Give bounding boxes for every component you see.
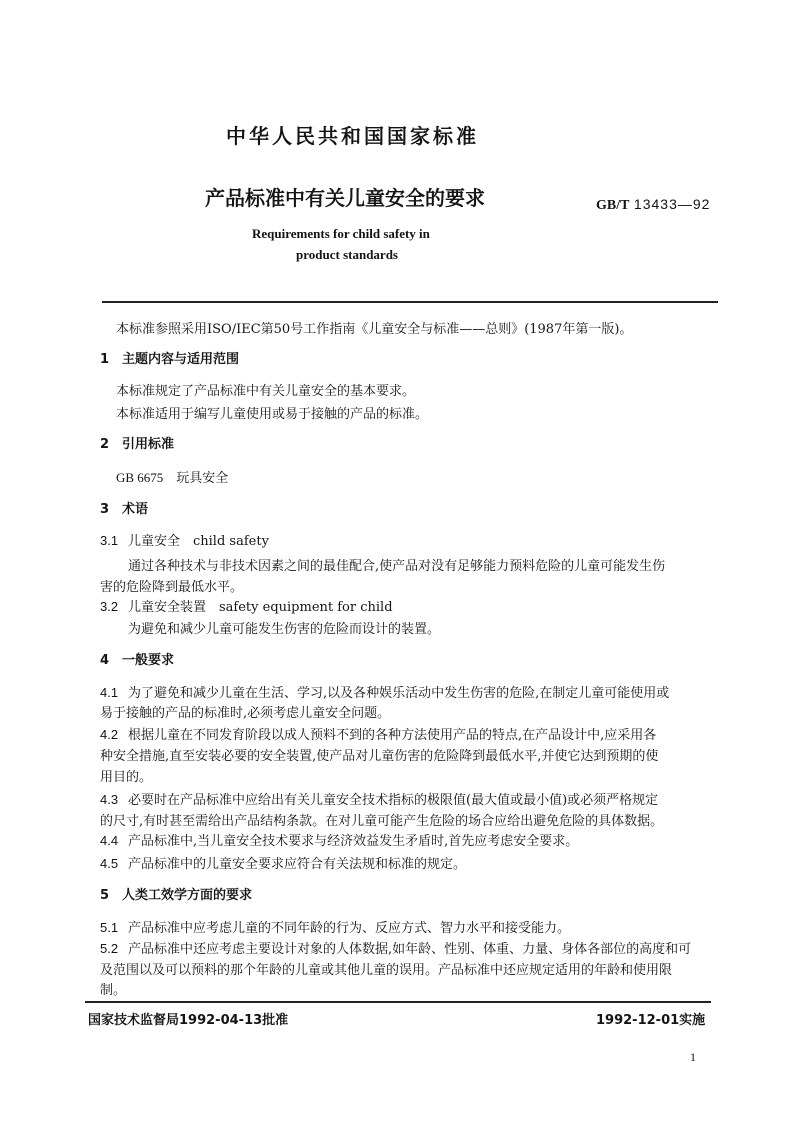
standard-type-heading: 中华人民共和国国家标准 <box>226 124 479 148</box>
term-3-1-definition-line-2: 害的危险降到最低水平。 <box>100 580 244 595</box>
clause-number: 4.3 <box>100 792 119 807</box>
clause-number: 5.2 <box>100 941 119 956</box>
clause-text: 产品标准中,当儿童安全技术要求与经济效益发生矛盾时,首先应考虑安全要求。 <box>128 834 579 849</box>
section-1-paragraph-1: 本标准规定了产品标准中有关儿童安全的基本要求。 <box>116 384 416 399</box>
clause-number: 3.1 <box>100 533 119 548</box>
term-3-2 <box>100 596 393 615</box>
clause-number: 4.1 <box>100 685 119 700</box>
section-title: 一般要求 <box>122 653 175 668</box>
intro-paragraph: 本标准参照采用ISO/IEC第50号工作指南《儿童安全与标准——总则》(1987年第一版)。 <box>116 322 633 337</box>
header-divider <box>102 301 718 303</box>
term-3-1 <box>100 530 269 549</box>
section-number: 2 <box>100 437 110 452</box>
clause-5-2-line-3: 制。 <box>100 983 127 998</box>
referenced-standard: GB 6675 玩具安全 <box>116 470 229 485</box>
clause-5-2-line-2: 及范围以及可以预料的那个年龄的儿童或其他儿童的误用。产品标准中还应规定适用的年龄和使用限 <box>100 963 673 978</box>
section-title: 主题内容与适用范围 <box>122 352 240 367</box>
approval-note: 国家技术监督局1992-04-13批准 <box>88 1013 289 1028</box>
document-title: 产品标准中有关儿童安全的要求 <box>205 186 485 210</box>
section-1-paragraph-2: 本标准适用于编写儿童使用或易于接触的产品的标准。 <box>116 407 429 422</box>
clause-text: 产品标准中的儿童安全要求应符合有关法规和标准的规定。 <box>128 857 467 872</box>
section-5-heading <box>100 884 252 903</box>
clause-5-1 <box>100 917 570 936</box>
clause-4-3-line-2: 的尺寸,有时甚至需给出产品结构条款。在对儿童可能产生危险的场合应给出避免危险的具体数据。 <box>100 814 664 829</box>
clause-text: 必要时在产品标准中应给出有关儿童安全技术指标的极限值(最大值或最小值)或必须严格规定 <box>128 793 659 808</box>
term-3-2-definition: 为避免和减少儿童可能发生伤害的危险而设计的装置。 <box>128 622 441 637</box>
section-number: 1 <box>100 352 110 367</box>
clause-text: 产品标准中还应考虑主要设计对象的人体数据,如年龄、性别、体重、力量、身体各部位的高度和可 <box>128 942 692 957</box>
section-number: 5 <box>100 888 110 903</box>
footer-divider <box>85 1001 711 1003</box>
clause-number: 4.4 <box>100 833 119 848</box>
section-3-heading <box>100 498 148 517</box>
section-number: 3 <box>100 502 110 517</box>
standard-code-prefix: GB/T <box>596 198 630 213</box>
standard-code-number: 13433—92 <box>633 196 711 212</box>
clause-4-1-line-2: 易于接触的产品的标准时,必须考虑儿童安全问题。 <box>100 706 391 721</box>
english-title-line-2: product standards <box>296 247 398 262</box>
clause-4-2-line-1 <box>100 724 656 743</box>
section-number: 4 <box>100 653 110 668</box>
standard-code <box>596 196 710 214</box>
clause-text: 产品标准中应考虑儿童的不同年龄的行为、反应方式、智力水平和接受能力。 <box>128 921 571 936</box>
clause-5-2-line-1 <box>100 938 691 957</box>
clause-number: 4.2 <box>100 727 119 742</box>
section-4-heading <box>100 649 174 668</box>
clause-number: 4.5 <box>100 856 119 871</box>
clause-4-2-line-2: 种安全措施,直至安装必要的安全装置,使产品对儿童伤害的危险降到最低水平,并使它达到预期的使 <box>100 749 659 764</box>
clause-text: 为了避免和减少儿童在生活、学习,以及各种娱乐活动中发生伤害的危险,在制定儿童可能使用或 <box>128 686 670 701</box>
clause-number: 3.2 <box>100 599 119 614</box>
term-text: 儿童安全装置 safety equipment for child <box>128 600 393 615</box>
clause-4-5 <box>100 853 466 872</box>
clause-number: 5.1 <box>100 920 119 935</box>
section-title: 引用标准 <box>122 437 175 452</box>
page-number: 1 <box>690 1050 696 1064</box>
clause-4-3-line-1 <box>100 789 658 808</box>
section-2-heading <box>100 433 174 452</box>
clause-4-4 <box>100 830 578 849</box>
clause-text: 根据儿童在不同发育阶段以成人预料不到的各种方法使用产品的特点,在产品设计中,应采用各 <box>128 728 657 743</box>
effective-date-note: 1992-12-01实施 <box>596 1013 706 1028</box>
english-title-line-1: Requirements for child safety in <box>252 226 430 241</box>
section-title: 术语 <box>122 502 149 517</box>
section-1-heading <box>100 348 239 367</box>
term-3-1-definition-line-1: 通过各种技术与非技术因素之间的最佳配合,使产品对没有足够能力预料危险的儿童可能发生伤 <box>128 559 666 574</box>
section-title: 人类工效学方面的要求 <box>122 888 253 903</box>
term-text: 儿童安全 child safety <box>128 534 269 549</box>
clause-4-2-line-3: 用目的。 <box>100 770 153 785</box>
clause-4-1-line-1 <box>100 682 669 701</box>
